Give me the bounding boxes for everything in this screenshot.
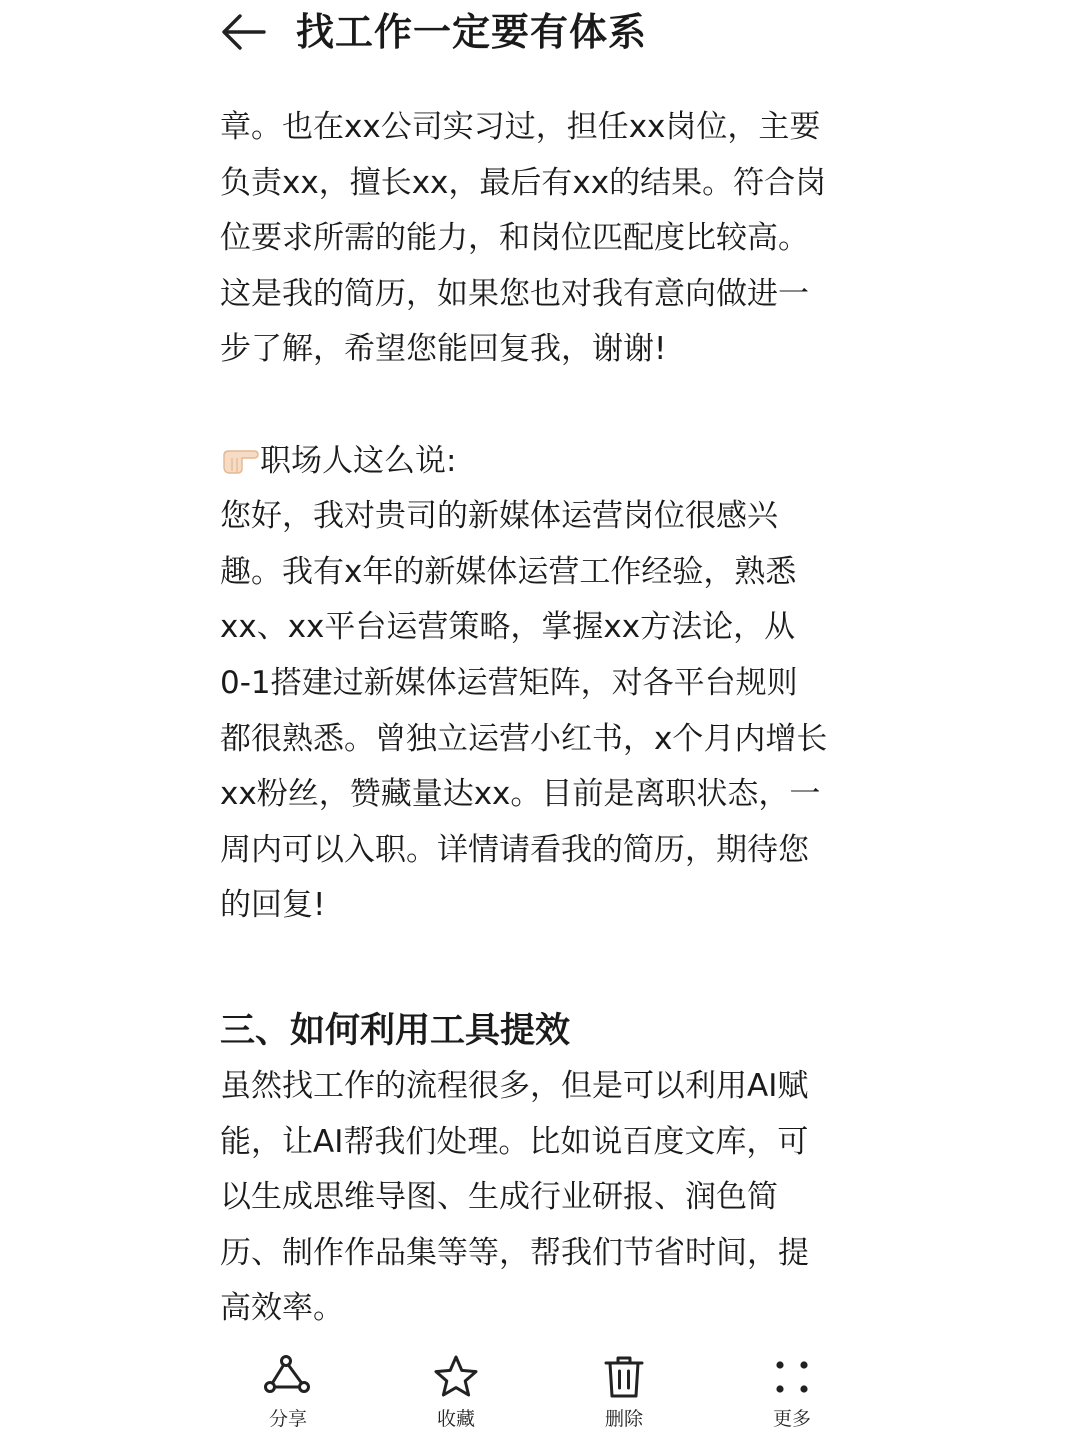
workplace-paragraph: [220, 489, 880, 934]
text-line: 能，让AI帮我们处理。比如说百度文库，可: [220, 1123, 809, 1160]
more-button[interactable]: [737, 1346, 847, 1432]
bottom-action-bar: [0, 1346, 1080, 1440]
text-line: 虽然找工作的流程很多，但是可以利用AI赋: [220, 1068, 809, 1105]
text-line: 周内可以入职。详情请看我的简历，期待您: [220, 831, 809, 868]
text-line: xx粉丝，赞藏量达xx。目前是离职状态，一: [220, 776, 821, 813]
more-label: 更多: [772, 1408, 811, 1430]
share-label: 分享: [268, 1408, 307, 1430]
workplace-label: 职场人这么说:: [260, 442, 457, 479]
page-title: 找工作一定要有体系: [296, 10, 648, 54]
text-line: 负责xx，擅长xx，最后有xx的结果。符合岗: [220, 164, 827, 201]
text-line: xx、xx平台运营策略，掌握xx方法论，从: [220, 609, 796, 646]
workplace-label-line: [220, 434, 880, 490]
favorite-label: 收藏: [436, 1408, 475, 1430]
text-line: 章。也在xx公司实习过，担任xx岗位，主要: [220, 109, 821, 145]
pointing-finger-icon: [220, 443, 260, 477]
section-heading: 三、如何利用工具提效: [220, 1010, 571, 1051]
intro-paragraph: [220, 100, 880, 378]
text-line: 都很熟悉。曾独立运营小红书，x个月内增长: [220, 720, 828, 757]
text-line: 以生成思维导图、生成行业研报、润色简: [220, 1179, 778, 1216]
text-line: 高效率。: [220, 1290, 344, 1327]
text-line: 步了解，希望您能回复我，谢谢!: [220, 331, 667, 368]
text-line: 历、制作作品集等等，帮我们节省时间，提: [220, 1234, 809, 1271]
back-button[interactable]: [216, 8, 270, 56]
delete-label: 删除: [604, 1408, 643, 1430]
share-button[interactable]: [233, 1346, 343, 1432]
paragraph-spacer: [220, 934, 880, 990]
text-line: 的回复!: [220, 887, 326, 924]
text-line: 这是我的简历，如果您也对我有意向做进一: [220, 275, 809, 312]
paragraph-spacer: [220, 378, 880, 434]
trash-icon: [596, 1354, 652, 1402]
delete-button[interactable]: [569, 1346, 679, 1432]
text-line: 位要求所需的能力，和岗位匹配度比较高。: [220, 220, 809, 257]
text-line: 您好，我对贵司的新媒体运营岗位很感兴: [220, 498, 778, 535]
arrow-left-icon: [216, 8, 270, 56]
favorite-button[interactable]: [401, 1346, 511, 1432]
share-icon: [260, 1354, 316, 1402]
more-dots-icon: [764, 1354, 820, 1402]
top-bar: [0, 0, 1080, 70]
tools-paragraph: [220, 1059, 880, 1337]
text-line: 趣。我有x年的新媒体运营工作经验，熟悉: [220, 553, 797, 590]
star-icon: [428, 1354, 484, 1402]
article-body: [220, 100, 880, 1337]
text-line: 0-1搭建过新媒体运营矩阵，对各平台规则: [220, 664, 798, 701]
